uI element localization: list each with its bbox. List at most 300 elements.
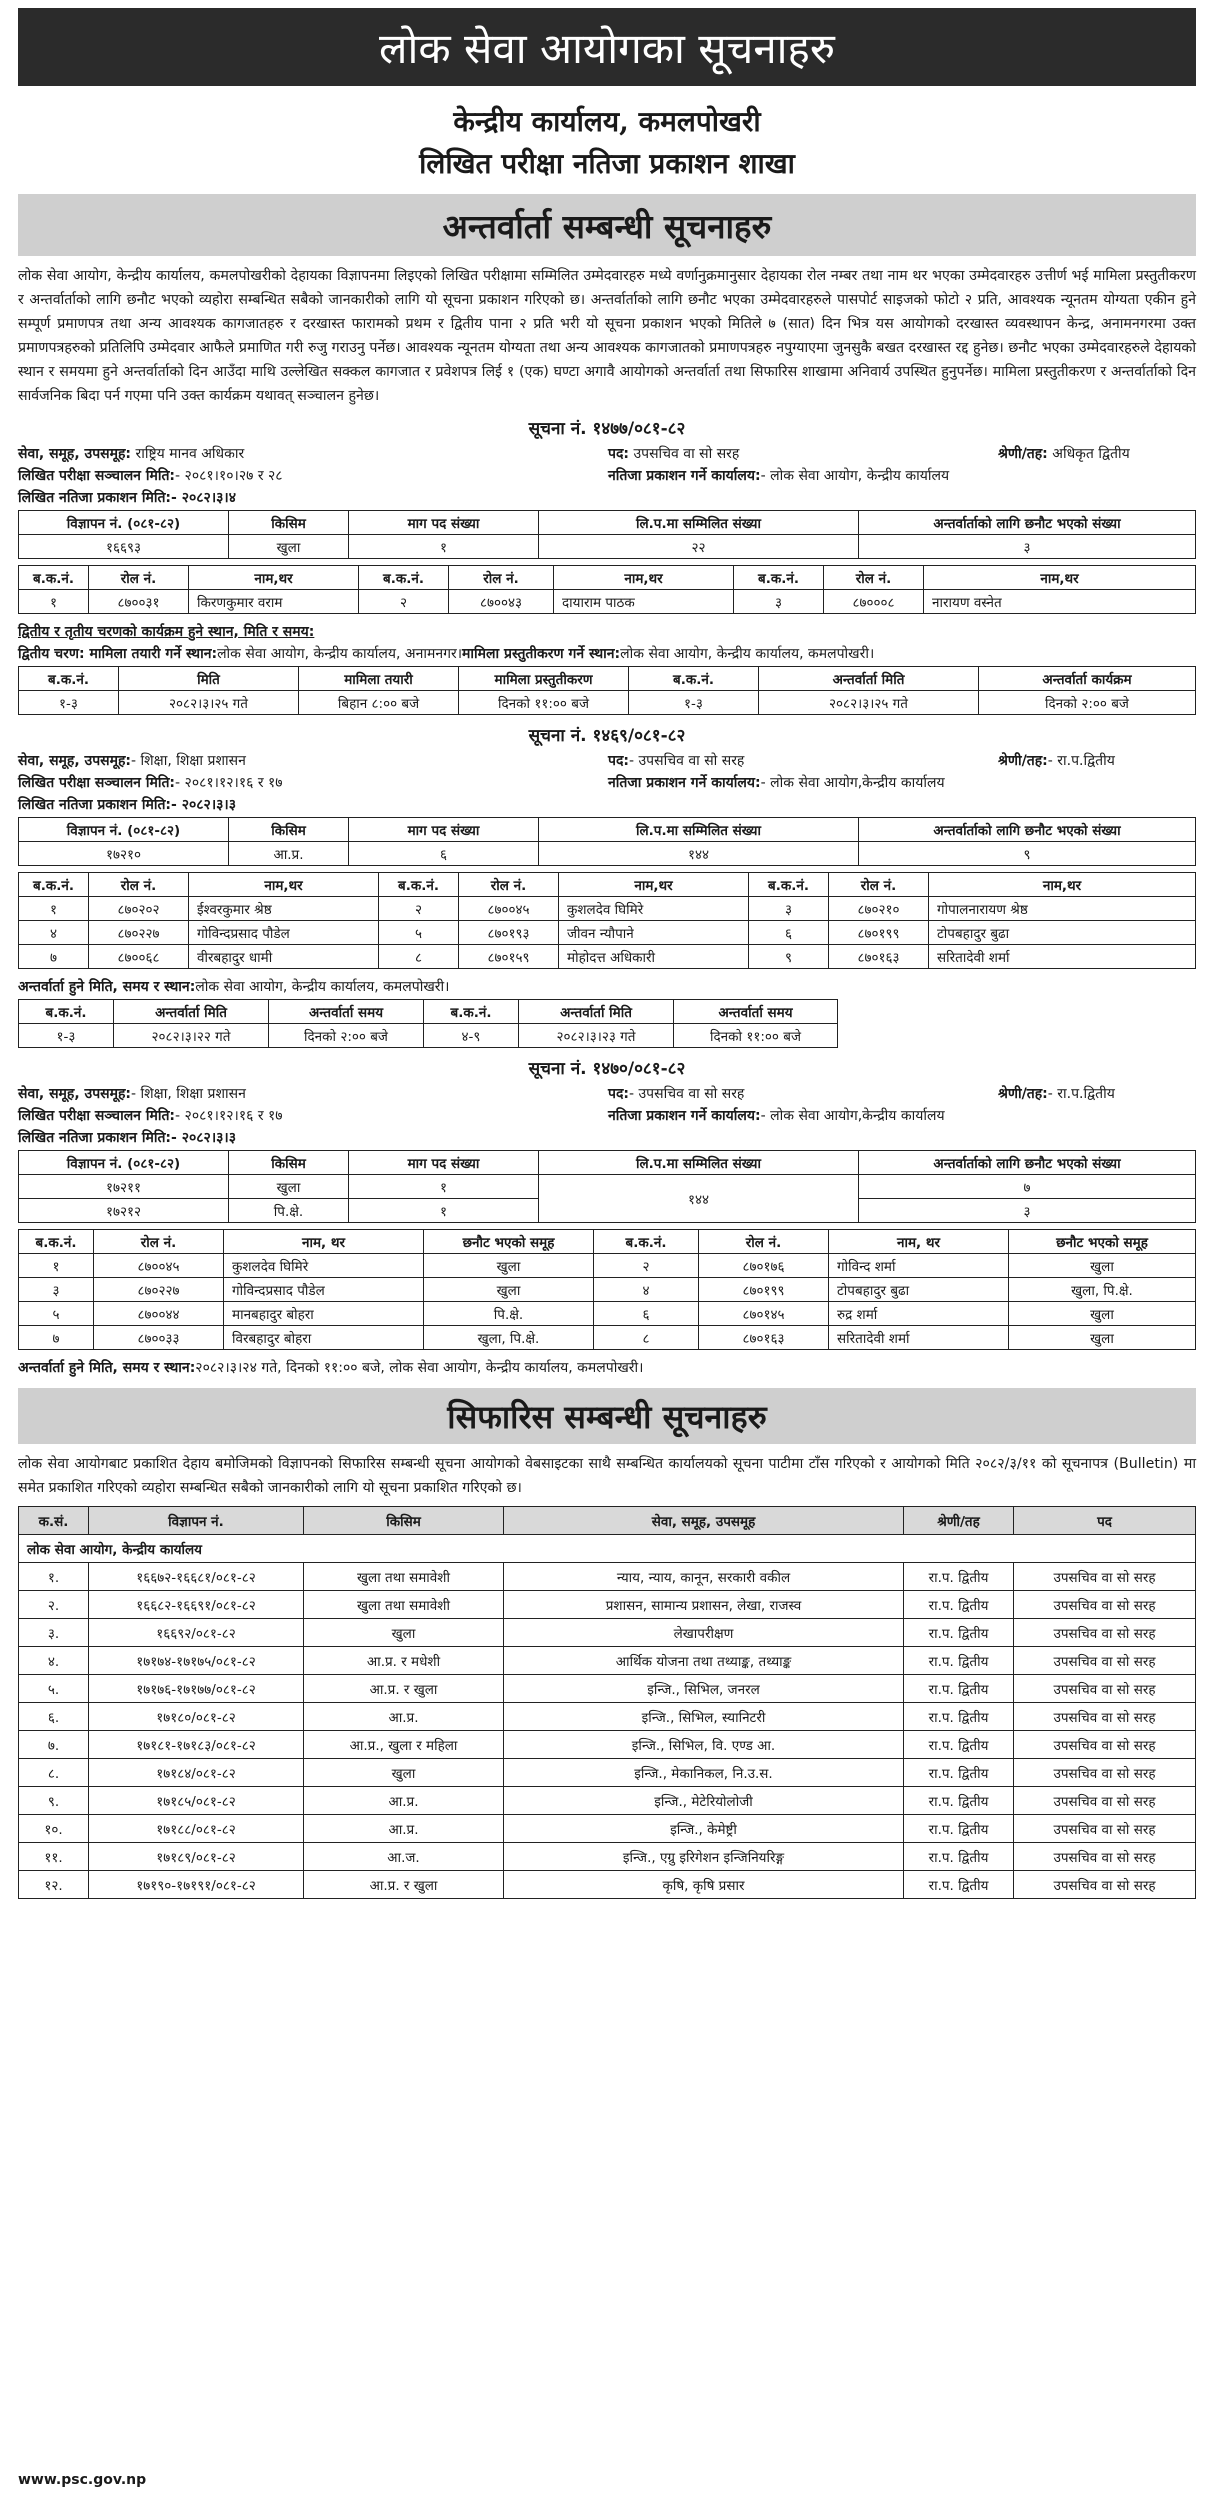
table-header: अन्तर्वार्ता समय <box>269 1000 424 1024</box>
table-row <box>19 897 1196 921</box>
venue-value: २०८२।३।२४ गते, दिनको ११:०० बजे, लोक सेवा आयोग, केन्द्रीय कार्यालय, कमलपोखरी। <box>195 1359 644 1376</box>
table-cell: खुला, पि.क्षे. <box>1009 1278 1196 1302</box>
table-header: अन्तर्वार्ता मिति <box>114 1000 269 1024</box>
table-cell: आ.प्र. र खुला <box>304 1675 504 1703</box>
table-cell: १ <box>19 897 89 921</box>
table-header: अन्तर्वार्ताको लागि छनौट भएको संख्या <box>859 818 1196 842</box>
table-cell: ३ <box>859 1199 1196 1223</box>
table-header-row <box>19 1230 1196 1254</box>
table-header: नाम,थर <box>189 873 379 897</box>
table-cell: ६. <box>19 1703 89 1731</box>
service-value: - शिक्षा, शिक्षा प्रशासन <box>131 1085 246 1102</box>
table-cell: नारायण वस्नेत <box>924 590 1196 614</box>
table-cell: दिनको ११:०० बजे <box>674 1024 838 1048</box>
table-group-label: लोक सेवा आयोग, केन्द्रीय कार्यालय <box>19 1535 1196 1563</box>
table-cell: आ.प्र. <box>304 1703 504 1731</box>
table-header: किसिम <box>304 1507 504 1535</box>
table-cell: खुला <box>1009 1254 1196 1278</box>
service-value: राष्ट्रिय मानव अधिकार <box>131 445 245 462</box>
table-header: अन्तर्वार्ताको लागि छनौट भएको संख्या <box>859 511 1196 535</box>
table-row <box>19 1759 1196 1787</box>
table-header: छनौट भएको समूह <box>1009 1230 1196 1254</box>
venue-label: अन्तर्वार्ता हुने मिति, समय र स्थान: <box>18 1359 196 1376</box>
class-value: - रा.प.द्वितीय <box>1047 1085 1115 1102</box>
table-header-row <box>19 667 1196 691</box>
table-header: किसिम <box>229 818 349 842</box>
table-cell: खुला <box>424 1278 594 1302</box>
table-header: श्रेणी/तह <box>904 1507 1014 1535</box>
stage-line <box>18 642 1196 664</box>
table-cell: ४. <box>19 1647 89 1675</box>
table-header-row <box>19 1000 838 1024</box>
table-cell: ८७००४५ <box>459 897 559 921</box>
table-header: ब.क.नं. <box>424 1000 519 1024</box>
result-date: लिखित नतिजा प्रकाशन मिति:- २०८२।३।३ <box>18 796 237 813</box>
table-cell: टोपबहादुर बुढा <box>929 921 1196 945</box>
post-value: उपसचिव वा सो सरह <box>629 445 740 462</box>
table-cell: ८७००३३ <box>94 1326 224 1350</box>
table-cell: लेखापरीक्षण <box>504 1619 904 1647</box>
table-cell: १. <box>19 1563 89 1591</box>
table-header: मामिला प्रस्तुतीकरण <box>459 667 629 691</box>
table-cell: आ.ज. <box>304 1843 504 1871</box>
table-cell: १६६९३ <box>19 535 229 559</box>
table-header: नाम,थर <box>554 566 734 590</box>
table-cell: १७१७६-१७१७७/०८१-८२ <box>89 1675 304 1703</box>
table-header-row <box>19 1507 1196 1535</box>
post-value: - उपसचिव वा सो सरह <box>629 1085 745 1102</box>
table-cell: रा.प. द्वितीय <box>904 1619 1014 1647</box>
table-cell: रा.प. द्वितीय <box>904 1591 1014 1619</box>
table-cell: १६६८२-१६६९१/०८१-८२ <box>89 1591 304 1619</box>
table-cell: ८७०१६३ <box>699 1326 829 1350</box>
table-cell: रा.प. द्वितीय <box>904 1647 1014 1675</box>
schedule-table <box>18 999 838 1048</box>
table-cell: ८७०१९३ <box>459 921 559 945</box>
table-cell: इन्जि., केमेष्ट्री <box>504 1815 904 1843</box>
table-cell: ५. <box>19 1675 89 1703</box>
office-value: - लोक सेवा आयोग,केन्द्रीय कार्यालय <box>760 1107 945 1124</box>
table-cell: सरितादेवी शर्मा <box>829 1326 1009 1350</box>
table-cell: ८७००४४ <box>94 1302 224 1326</box>
table-cell: ९ <box>859 842 1196 866</box>
exam-date-label: लिखित परीक्षा सञ्चालन मिति: <box>18 467 176 484</box>
stage-label-1: द्वितीय चरण: मामिला तयारी गर्ने स्थान: <box>18 645 218 662</box>
venue-line <box>18 975 1196 997</box>
recommendation-table <box>18 1506 1196 1899</box>
table-cell: २ <box>359 590 449 614</box>
table-cell: आ.प्र. <box>304 1787 504 1815</box>
table-cell: खुला <box>1009 1302 1196 1326</box>
table-header: पद <box>1014 1507 1196 1535</box>
class-label: श्रेणी/तह: <box>998 752 1048 769</box>
table-header: विज्ञापन नं. <box>89 1507 304 1535</box>
candidate-table <box>18 565 1196 614</box>
table-cell: १६६९२/०८१-८२ <box>89 1619 304 1647</box>
table-cell: उपसचिव वा सो सरह <box>1014 1591 1196 1619</box>
table-cell: १७१८१-१७१८३/०८१-८२ <box>89 1731 304 1759</box>
table-cell: दिनको २:०० बजे <box>979 691 1196 715</box>
table-cell: १७१८९/०८१-८२ <box>89 1843 304 1871</box>
table-cell: १२. <box>19 1871 89 1899</box>
table-cell: दिनको ११:०० बजे <box>459 691 629 715</box>
table-row <box>19 1024 838 1048</box>
table-cell: खुला <box>229 1175 349 1199</box>
advert-table <box>18 1150 1196 1223</box>
office-value: - लोक सेवा आयोग,केन्द्रीय कार्यालय <box>760 774 945 791</box>
table-cell: किरणकुमार वराम <box>189 590 359 614</box>
result-date: लिखित नतिजा प्रकाशन मिति:- २०८२।३।४ <box>18 489 237 506</box>
table-row <box>19 1871 1196 1899</box>
table-cell: आ.प्र. <box>304 1815 504 1843</box>
table-header: रोल नं. <box>449 566 554 590</box>
table-cell: ४-९ <box>424 1024 519 1048</box>
table-row <box>19 945 1196 969</box>
table-header: ब.क.नं. <box>594 1230 699 1254</box>
table-header: रोल नं. <box>89 873 189 897</box>
notice-1 <box>18 416 1196 715</box>
table-header: माग पद संख्या <box>349 1151 539 1175</box>
table-cell: ८७०२०२ <box>89 897 189 921</box>
table-cell: बिहान ८:०० बजे <box>299 691 459 715</box>
table-cell: खुला <box>1009 1326 1196 1350</box>
table-cell: २०८२।३।२३ गते <box>519 1024 674 1048</box>
table-header: नाम,थर <box>929 873 1196 897</box>
table-cell: ३ <box>19 1278 94 1302</box>
table-cell: ८७०१९९ <box>699 1278 829 1302</box>
table-cell: २ <box>594 1254 699 1278</box>
post-label: पद: <box>608 1085 629 1102</box>
table-cell: आ.प्र. र मधेशी <box>304 1647 504 1675</box>
table-cell: गोपालनारायण श्रेष्ठ <box>929 897 1196 921</box>
table-cell: १७१७४-१७१७५/०८१-८२ <box>89 1647 304 1675</box>
table-cell: १ <box>349 535 539 559</box>
table-header: ब.क.नं. <box>19 1000 114 1024</box>
office-label: नतिजा प्रकाशन गर्ने कार्यालय: <box>608 1107 761 1124</box>
table-cell: १-३ <box>629 691 759 715</box>
table-header: ब.क.नं. <box>749 873 829 897</box>
table-row <box>19 1254 1196 1278</box>
table-cell: १७१८४/०८१-८२ <box>89 1759 304 1787</box>
table-cell: ३ <box>859 535 1196 559</box>
table-row <box>19 1843 1196 1871</box>
table-cell: ७ <box>859 1175 1196 1199</box>
table-cell: रा.प. द्वितीय <box>904 1703 1014 1731</box>
table-cell: १७२११ <box>19 1175 229 1199</box>
table-cell: कृषि, कृषि प्रसार <box>504 1871 904 1899</box>
table-cell: कुशलदेव घिमिरे <box>224 1254 424 1278</box>
table-cell: रा.प. द्वितीय <box>904 1843 1014 1871</box>
table-cell: न्याय, न्याय, कानून, सरकारी वकील <box>504 1563 904 1591</box>
table-header: रोल नं. <box>699 1230 829 1254</box>
table-header: माग पद संख्या <box>349 818 539 842</box>
table-cell: विरबहादुर बोहरा <box>224 1326 424 1350</box>
table-cell: उपसचिव वा सो सरह <box>1014 1843 1196 1871</box>
table-header: अन्तर्वार्ता मिति <box>519 1000 674 1024</box>
table-cell: १-३ <box>19 1024 114 1048</box>
table-cell: १७१९०-१७१९१/०८१-८२ <box>89 1871 304 1899</box>
table-cell: १७१८५/०८१-८२ <box>89 1787 304 1815</box>
notice-meta-row <box>18 1082 1196 1104</box>
table-cell: ८७०००८ <box>824 590 924 614</box>
service-label: सेवा, समूह, उपसमूह: <box>18 752 132 769</box>
table-cell: २०८२।३।२२ गते <box>114 1024 269 1048</box>
table-cell: जीवन न्यौपाने <box>559 921 749 945</box>
notice-meta-row <box>18 442 1196 464</box>
table-cell: ७. <box>19 1731 89 1759</box>
table-cell: रुद्र शर्मा <box>829 1302 1009 1326</box>
table-header: नाम, थर <box>224 1230 424 1254</box>
class-label: श्रेणी/तह: <box>998 445 1048 462</box>
table-header: मिति <box>119 667 299 691</box>
table-row <box>19 535 1196 559</box>
table-header: ब.क.नं. <box>19 667 119 691</box>
class-value: - रा.प.द्वितीय <box>1047 752 1115 769</box>
interview-section-title: अन्तर्वार्ता सम्बन्धी सूचनाहरु <box>18 194 1196 256</box>
table-cell: पि.क्षे. <box>424 1302 594 1326</box>
table-cell: १ <box>349 1199 539 1223</box>
table-cell: उपसचिव वा सो सरह <box>1014 1787 1196 1815</box>
table-header-row <box>19 511 1196 535</box>
table-cell: गोविन्दप्रसाद पौडेल <box>189 921 379 945</box>
table-row <box>19 1326 1196 1350</box>
table-header: रोल नं. <box>824 566 924 590</box>
table-header: ब.क.नं. <box>19 873 89 897</box>
office-value: - लोक सेवा आयोग, केन्द्रीय कार्यालय <box>760 467 950 484</box>
table-header: ब.क.नं. <box>19 566 89 590</box>
table-cell: मानबहादुर बोहरा <box>224 1302 424 1326</box>
table-cell: ६ <box>594 1302 699 1326</box>
table-header: ब.क.नं. <box>359 566 449 590</box>
table-header: किसिम <box>229 511 349 535</box>
table-cell: उपसचिव वा सो सरह <box>1014 1703 1196 1731</box>
table-cell: ५ <box>19 1302 94 1326</box>
notice-2 <box>18 723 1196 1048</box>
table-cell: खुला <box>229 535 349 559</box>
table-cell: दिनको २:०० बजे <box>269 1024 424 1048</box>
table-cell: ३. <box>19 1619 89 1647</box>
table-cell: १ <box>349 1175 539 1199</box>
table-cell: आ.प्र. <box>229 842 349 866</box>
table-header-row <box>19 873 1196 897</box>
table-cell: उपसचिव वा सो सरह <box>1014 1871 1196 1899</box>
stage-label-2: मामिला प्रस्तुतीकरण गर्ने स्थान: <box>462 645 621 662</box>
table-cell: दायाराम पाठक <box>554 590 734 614</box>
table-cell: इन्जि., सिभिल, जनरल <box>504 1675 904 1703</box>
exam-date-value: - २०८१।१२।१६ र १७ <box>175 1107 283 1124</box>
post-label: पद: <box>608 445 629 462</box>
table-cell: १४४ <box>539 842 859 866</box>
table-header: किसिम <box>229 1151 349 1175</box>
table-cell: १७२१० <box>19 842 229 866</box>
office-label: नतिजा प्रकाशन गर्ने कार्यालय: <box>608 774 761 791</box>
post-label: पद: <box>608 752 629 769</box>
table-row <box>19 1619 1196 1647</box>
table-cell: खुला <box>424 1254 594 1278</box>
table-header: क.सं. <box>19 1507 89 1535</box>
table-cell: इन्जि., मेटेरियोलोजी <box>504 1787 904 1815</box>
class-label: श्रेणी/तह: <box>998 1085 1048 1102</box>
table-cell: इन्जि., एग्रु इरिगेशन इन्जिनियरिङ्ग <box>504 1843 904 1871</box>
table-cell: ४ <box>19 921 89 945</box>
table-row <box>19 590 1196 614</box>
notice-page <box>18 8 1196 1905</box>
table-cell: ८७००४५ <box>94 1254 224 1278</box>
table-cell: १ <box>19 1254 94 1278</box>
table-cell: आ.प्र., खुला र महिला <box>304 1731 504 1759</box>
exam-date-label: लिखित परीक्षा सञ्चालन मिति: <box>18 1107 176 1124</box>
recommendation-section <box>18 1388 1196 1899</box>
table-cell: खुला <box>304 1619 504 1647</box>
table-row <box>19 1591 1196 1619</box>
table-cell: ५ <box>379 921 459 945</box>
notice-number: सूचना नं. १४७०/०८१-८२ <box>528 1059 686 1079</box>
table-row <box>19 921 1196 945</box>
table-cell: रा.प. द्वितीय <box>904 1731 1014 1759</box>
table-header-row <box>19 566 1196 590</box>
table-cell: ८७०१५९ <box>459 945 559 969</box>
table-cell: ८७००३१ <box>89 590 189 614</box>
table-cell: उपसचिव वा सो सरह <box>1014 1815 1196 1843</box>
table-cell: कुशलदेव घिमिरे <box>559 897 749 921</box>
table-cell: १७१८०/०८१-८२ <box>89 1703 304 1731</box>
candidate-table <box>18 1229 1196 1350</box>
class-value: अधिकृत द्वितीय <box>1047 445 1130 462</box>
table-header: नाम,थर <box>559 873 749 897</box>
office-heading: केन्द्रीय कार्यालय, कमलपोखरी <box>453 105 761 138</box>
table-cell: ४ <box>594 1278 699 1302</box>
table-header: ब.क.नं. <box>734 566 824 590</box>
table-header: ब.क.नं. <box>379 873 459 897</box>
table-cell: ८ <box>379 945 459 969</box>
table-cell: ८७०१६३ <box>829 945 929 969</box>
table-cell: ७ <box>19 1326 94 1350</box>
service-label: सेवा, समूह, उपसमूह: <box>18 445 132 462</box>
table-cell: ८७०१४५ <box>699 1302 829 1326</box>
table-header: सेवा, समूह, उपसमूह <box>504 1507 904 1535</box>
exam-date-value: - २०८१।१२।१६ र १७ <box>175 774 283 791</box>
table-row <box>19 842 1196 866</box>
table-header: अन्तर्वार्ता मिति <box>759 667 979 691</box>
table-cell: ९. <box>19 1787 89 1815</box>
table-cell: उपसचिव वा सो सरह <box>1014 1647 1196 1675</box>
stage-value-1: लोक सेवा आयोग, केन्द्रीय कार्यालय, अनामनगर। <box>217 645 463 662</box>
table-header-row <box>19 1151 1196 1175</box>
table-header: नाम,थर <box>924 566 1196 590</box>
table-cell: रा.प. द्वितीय <box>904 1675 1014 1703</box>
venue-label: अन्तर्वार्ता हुने मिति, समय र स्थान: <box>18 978 196 995</box>
table-header: अन्तर्वार्ताको लागि छनौट भएको संख्या <box>859 1151 1196 1175</box>
post-value: - उपसचिव वा सो सरह <box>629 752 745 769</box>
notice-meta-row <box>18 771 1196 793</box>
table-row <box>19 1731 1196 1759</box>
notice-meta-row <box>18 749 1196 771</box>
table-cell: प्रशासन, सामान्य प्रशासन, लेखा, राजस्व <box>504 1591 904 1619</box>
table-cell: १७१८८/०८१-८२ <box>89 1815 304 1843</box>
table-header: रोल नं. <box>89 566 189 590</box>
table-cell: मोहोदत्त अधिकारी <box>559 945 749 969</box>
table-cell: उपसचिव वा सो सरह <box>1014 1675 1196 1703</box>
table-row <box>19 1647 1196 1675</box>
service-label: सेवा, समूह, उपसमूह: <box>18 1085 132 1102</box>
table-cell: ८७००६८ <box>89 945 189 969</box>
table-cell: खुला तथा समावेशी <box>304 1591 504 1619</box>
table-cell: ८७०२२७ <box>94 1278 224 1302</box>
table-cell: उपसचिव वा सो सरह <box>1014 1563 1196 1591</box>
advert-table <box>18 510 1196 559</box>
table-cell: ८७०१७६ <box>699 1254 829 1278</box>
table-row <box>19 691 1196 715</box>
table-cell: १७२१२ <box>19 1199 229 1223</box>
table-cell: २०८२।३।२५ गते <box>119 691 299 715</box>
notice-number: सूचना नं. १४७७/०८१-८२ <box>528 419 686 439</box>
table-cell: गोविन्दप्रसाद पौडेल <box>224 1278 424 1302</box>
table-cell: उपसचिव वा सो सरह <box>1014 1759 1196 1787</box>
table-row <box>19 1278 1196 1302</box>
table-header: लि.प.मा सम्मिलित संख्या <box>539 1151 859 1175</box>
table-row <box>19 1787 1196 1815</box>
table-cell: ९ <box>749 945 829 969</box>
table-header: लि.प.मा सम्मिलित संख्या <box>539 818 859 842</box>
notice-3 <box>18 1056 1196 1378</box>
table-cell: ८७००४३ <box>449 590 554 614</box>
table-cell: ३ <box>749 897 829 921</box>
table-cell: इन्जि., सिभिल, स्यानिटरी <box>504 1703 904 1731</box>
table-header: अन्तर्वार्ता समय <box>674 1000 838 1024</box>
exam-date-value: - २०८१।१०।२७ र २८ <box>175 467 283 484</box>
table-cell: उपसचिव वा सो सरह <box>1014 1731 1196 1759</box>
table-header-row <box>19 818 1196 842</box>
table-cell: ११. <box>19 1843 89 1871</box>
table-header: विज्ञापन नं. (०८१-८२) <box>19 818 229 842</box>
intro-paragraph: लोक सेवा आयोग, केन्द्रीय कार्यालय, कमलपोखरीको देहायका विज्ञापनमा लिइएको लिखित परीक्षामा सम्मिलित उम्मेदवारहरु मध्ये वर्णानुक्रमानुसार देहायका रोल नम्बर तथा नाम थर भएका उम्मेदवारहरु उत्तीर्ण भई मामिला प्रस्तुतीकरण र अन्तर्वार्ताको लागि छनौट भएको व्यहोरा सम्बन्धित सबैको जानकारीको लागि यो सूचना प्रकाशन गरिएको छ। अन्तर्वार्ताको लागि छनौट भएका उम्मेदवारहरुले पासपोर्ट साइजको फोटो २ प्रति, आवश्यक न्यूनतम योग्यता एकीन हुने सम्पूर्ण प्रमाणपत्र तथा अन्य आवश्यक कागजातहरु र दरखास्त फारामको प्रथम र द्वितीय पाना २ प्रति भरी यो सूचना प्रकाशन भएको मितिले ७ (सात) दिन भित्र यस आयोगको दरखास्त व्यवस्थापन केन्द्र, अनामनगरमा उक्त प्रमाणपत्रहरुको प्रतिलिपि उम्मेदवार आफैले प्रमाणित गरी रुजु गराउनु पर्नेछ। आवश्यक न्यूनतम योग्यता तथा अन्य आवश्यक कागजातको प्रमाणपत्रहरु नपुग्याएमा जुनसुकै बखत दरखास्त रद्द हुनेछ। छनौट भएका उम्मेदवारहरुले देहायको स्थान र समयमा हुने अन्तर्वार्ताको दिन आउँदा माथि उल्लेखित सक्कल कागजात र प्रवेशपत्र लिई १ (एक) घण्टा अगावै आयोगको अन्तर्वार्ता तथा सिफारिस शाखामा अनिवार्य उपस्थित हुनुपर्नेछ। मामिला प्रस्तुतीकरण र अन्तर्वार्ताको दिन सार्वजनिक बिदा पर्न गएमा पनि उक्त कार्यक्रम यथावत् सञ्चालन हुनेछ। <box>18 268 1196 404</box>
exam-date-label: लिखित परीक्षा सञ्चालन मिति: <box>18 774 176 791</box>
table-cell: ८७०२१० <box>829 897 929 921</box>
table-cell: आर्थिक योजना तथा तथ्याङ्क, तथ्याङ्क <box>504 1647 904 1675</box>
table-cell: खुला, पि.क्षे. <box>424 1326 594 1350</box>
table-cell: ८. <box>19 1759 89 1787</box>
table-cell: सरितादेवी शर्मा <box>929 945 1196 969</box>
table-header: नाम,थर <box>189 566 359 590</box>
table-row <box>19 1815 1196 1843</box>
table-row <box>19 1703 1196 1731</box>
table-row <box>19 1175 1196 1199</box>
table-cell: रा.प. द्वितीय <box>904 1787 1014 1815</box>
table-row <box>19 1302 1196 1326</box>
table-header: विज्ञापन नं. (०८१-८२) <box>19 1151 229 1175</box>
page-title: लोक सेवा आयोगका सूचनाहरु <box>18 8 1196 86</box>
table-cell: ६ <box>749 921 829 945</box>
recommendation-intro: लोक सेवा आयोगबाट प्रकाशित देहाय बमोजिमको विज्ञापनको सिफारिस सम्बन्धी सूचना आयोगको वेबसाइटका साथै सम्बन्धित कार्यालयको सूचना पाटीमा टाँस गरिएको र आयोगको मिति २०८२/३/११ को सूचनापत्र (Bulletin) मा समेत प्रकाशित गरिएको व्यहोरा सम्बन्धित सबैको जानकारीको लागि यो सूचना प्रकाशित गरिएको छ। <box>18 1456 1196 1496</box>
table-header: रोल नं. <box>94 1230 224 1254</box>
table-cell: २०८२।३।२५ गते <box>759 691 979 715</box>
table-cell: रा.प. द्वितीय <box>904 1815 1014 1843</box>
stage-value-2: लोक सेवा आयोग, केन्द्रीय कार्यालय, कमलपोखरी। <box>620 645 875 662</box>
table-cell: खुला तथा समावेशी <box>304 1563 504 1591</box>
recommendation-title: सिफारिस सम्बन्धी सूचनाहरु <box>18 1388 1196 1444</box>
advert-table <box>18 817 1196 866</box>
table-header: ब.क.नं. <box>19 1230 94 1254</box>
table-cell: ८ <box>594 1326 699 1350</box>
candidate-table <box>18 872 1196 969</box>
table-cell: इन्जि., मेकानिकल, नि.उ.स. <box>504 1759 904 1787</box>
table-cell: ७ <box>19 945 89 969</box>
table-cell: रा.प. द्वितीय <box>904 1871 1014 1899</box>
table-cell: आ.प्र. र खुला <box>304 1871 504 1899</box>
table-cell: ईश्वरकुमार श्रेष्ठ <box>189 897 379 921</box>
notice-meta-row <box>18 464 1196 486</box>
table-cell: वीरबहादुर धामी <box>189 945 379 969</box>
